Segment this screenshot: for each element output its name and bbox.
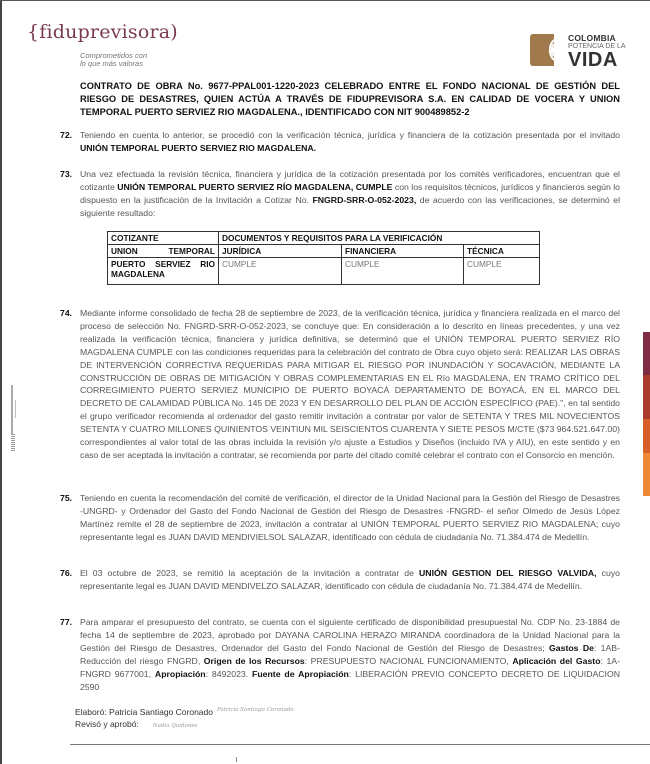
paragraph-text: Para amparar el presupuesto del contrato, se cuenta con el siguiente certificado de disponibilidad presupuestal No. CDP No. 23-1884 de fecha 14 de septiembre de 2023, aprobado por DAYANA CAROLINA HERAZO MIRANDA coordinadora de la Unidad Nacional para la Gestión del Riesgo de Desastres, Ordenador del Gasto del Fondo Nacional de Gestión del Riesgo de Desastres; <box>80 617 620 653</box>
paragraph-72 <box>60 129 620 155</box>
cotizante-cell-2: PUERTO SERVIEZ RIO MAGDALENA <box>108 258 219 285</box>
paragraph-75 <box>60 492 620 544</box>
header-documentos: DOCUMENTOS Y REQUISITOS PARA LA VERIFICACIÓN <box>219 232 540 245</box>
elaboro-line <box>75 704 294 718</box>
paragraph-number: 75. <box>60 493 73 503</box>
paragraph-number: 74. <box>60 308 73 318</box>
color-strip-segment <box>643 375 650 419</box>
paragraph-number: 72. <box>60 130 73 140</box>
cotizante-word: UNION <box>111 246 138 256</box>
page-top-border <box>0 0 650 1</box>
paragraph-text: : 1AB-Reducción del riesgo FNGRD, <box>80 642 620 666</box>
table-row <box>108 258 540 285</box>
footer-divider <box>70 744 650 745</box>
paragraph-76 <box>60 567 620 593</box>
colombia-wave-icon <box>530 34 560 66</box>
financiera-result: CUMPLE <box>342 258 464 285</box>
paragraph-number: 77. <box>60 617 73 627</box>
colombia-potencia-logo <box>526 32 636 72</box>
paragraph-text: El 03 octubre de 2023, se remitió la aceptación de la invitación a contratar de <box>80 568 420 578</box>
field-label: Gastos De <box>549 642 594 653</box>
invitation-number: FNGRD-SRR-O-052-2023, <box>312 194 417 205</box>
table-row <box>108 232 540 245</box>
tagline-line-2: lo que más valoras <box>80 59 143 68</box>
contractor-cumple: UNIÓN TEMPORAL PUERTO SERVIEZ RÍO MAGDALENA, CUMPLE <box>117 181 393 192</box>
paragraph-text: : 8492023. <box>205 668 253 679</box>
paragraph-73 <box>60 168 621 220</box>
potencia-text: POTENCIA DE LA <box>568 43 626 50</box>
field-label: Origen de los Recursos <box>203 655 305 666</box>
header-tecnica: TÉCNICA <box>464 245 540 258</box>
color-strip-segment <box>643 453 650 496</box>
reviso-signature: Nadia Quiñones <box>152 722 198 729</box>
paragraph-text: Teniendo en cuenta la recomendación del comité de verificación, el director de la Unidad Nacional para la Gestión del Riesgo de Desastres -UNGRD- y Ordenador del Gasto del Fondo Nacional de Gestión del Riesgo de Desastres -FNGRD- el señor Olmedo de Jesús López Martínez remite el 28 de septiembre de 2023, invitación a contratar al UNIÓN TEMPORAL PUERTO SERVIEZ RIO MAGDALENA; cuyo representante legal es JUAN DAVID MENDIVIELSOL SALAZAR, identificado con cédula de ciudadanía No. 71.384.474 de Medellín. <box>80 493 620 542</box>
colombia-text: COLOMBIA <box>568 33 616 43</box>
paragraph-text: Una vez efectuada la revisión técnica, financiera y jurídica de la cotización presentada por los comités verificadores, encuentran que el cotizante <box>80 169 620 192</box>
juridica-result: CUMPLE <box>219 258 342 285</box>
vida-text: VIDA <box>568 49 618 71</box>
field-label: Aplicación del Gasto <box>512 655 601 666</box>
fiduprevisora-logo: {fiduprevisora) <box>27 21 178 43</box>
field-label: Fuente de Apropiación <box>252 668 349 679</box>
table-row <box>108 245 540 258</box>
color-strip-segment <box>643 419 650 453</box>
paragraph-text: cuyo representante legal es JUAN DAVID MENDIVELZO SALAZAR, identificado con cédula de ciudadanía No. 71.384.474 de Medellín. <box>80 568 620 591</box>
reviso-label: Revisó y aprobó: <box>75 718 139 729</box>
header-juridica: JURÍDICA <box>219 245 342 258</box>
paragraph-number: 73. <box>60 169 73 179</box>
contract-title: CONTRATO DE OBRA No. 9677-PPAL001-1220-2023 CELEBRADO ENTRE EL FONDO NACIONAL DE GESTIÓN DEL RIESGO DE DESASTRES, QUIEN ACTÚA A TRAVÉS DE FIDUPREVISORA S.A. EN CALIDAD DE VOCERA Y UNION TEMPORAL PUERTO SERVIEZ RIO MAGDALENA., IDENTIFICADO CON NIT 900489852-2 <box>80 81 620 117</box>
paragraph-text: Teniendo en cuenta lo anterior, se procedió con la verificación técnica, jurídica y financiera de la cotización presentada por el invitado <box>80 130 620 140</box>
paragraph-text: de acuerdo con las verificaciones, se determinó el siguiente resultado: <box>80 194 621 218</box>
footer-mark <box>236 757 237 762</box>
paragraph-text: : LIBERACIÓN PREVIO CONCEPTO DECRETO DE LIQUIDACION 2590 <box>80 668 620 692</box>
signature-block <box>75 704 294 732</box>
paragraph-74 <box>60 307 620 462</box>
paragraph-text: con los requisitos técnicos, jurídicos y financieros según lo dispuesto en la justificación de la Invitación a Cotizar No. <box>80 181 620 205</box>
verification-table <box>107 231 540 285</box>
side-barcode-mark <box>11 434 15 452</box>
paragraph-text: : 1A-FNGRD 9677001, <box>80 655 620 679</box>
cotizante-word: TEMPORAL <box>168 246 215 256</box>
page-left-border <box>0 0 2 764</box>
cotizante-cell-1 <box>108 245 219 258</box>
reviso-line <box>75 718 294 732</box>
side-stamp-mark <box>15 400 16 418</box>
union-name: UNIÓN GESTION DEL RIESGO VALVIDA, <box>419 568 597 578</box>
paragraph-77 <box>60 616 620 693</box>
tagline-line-1: Comprometidos con <box>80 51 148 60</box>
header-cotizante: COTIZANTE <box>108 232 219 245</box>
paragraph-number: 76. <box>60 568 73 578</box>
field-label: Apropiación <box>154 668 206 679</box>
tecnica-result: CUMPLE <box>464 258 540 285</box>
header-financiera: FINANCIERA <box>342 245 464 258</box>
color-strip-segment <box>643 332 650 375</box>
paragraph-text: Mediante informe consolidado de fecha 28 de septiembre de 2023, de la verificación técnica, jurídica y financiera realizada en el marco del proceso de selección No. FNGRD-SRR-O-052-2023, se concluye que: En consideración a lo descrito en líneas precedentes, y una vez realizada la verificación técnica, financiera y jurídica definitiva, se determinó que el UNIÓN TEMPORAL PUERTO SERVIEZ RÍO MAGDALENA CUMPLE con las condiciones requeridas para la celebración del contrato de Obra cuyo objeto será: REALIZAR LAS OBRAS DE INTERVENCIÓN CORRECTIVA REQUERIDAS PARA MITIGAR EL RIESGO POR INUNDACIÓN Y SOCAVACIÓN, MEDIANTE LA CONSTRUCCIÓN DE OBRAS DE MITIGACIÓN Y OBRAS COMPLEMENTARIAS EN EL Río MAGDALENA, EN TRAMO CRÍTICO DEL CORREGIMIENTO PUERTO SERVIEZ MUNICIPIO DE PUERTO BOYACÁ DEPARTAMENTO DE BOYACÁ, EN EL MARCO DEL DECRETO DE CALAMIDAD PÚBLICA No. 145 DE 2023 Y EN DESARROLLO DEL PLAN DE ACCIÓN ESPECÍFICO (PAE).", en tal sentido el grupo verificador recomienda al ordenador del gasto remitir invitación a contratar por valor de SETENTA Y TRES MIL NOVECIENTOS SETENTA Y CUATRO MILLONES QUINIENTOS VEINTIUN MIL SEISCIENTOS CUARENTA Y SIETE PESOS M/CTE ($73 964.521.647.00) correspondientes al valor total de las obras incluida la revisión y/o ajuste a Estudios y Diseños (incluido IVA y AIU), en este sentido y en caso de ser aceptada la invitación a contratar, se recomienda por parte del citado comité celebrar el contrato con el Consorcio en mención. <box>80 308 620 460</box>
fiduprevisora-tagline <box>80 52 147 68</box>
elaboro-label: Elaboró: Patricia Santiago Coronado <box>75 706 213 717</box>
paragraph-text: : PRESUPUESTO NACIONAL FUNCIONAMIENTO, <box>304 655 513 666</box>
contractor-name: UNIÓN TEMPORAL PUERTO SERVIEZ RIO MAGDALENA. <box>80 142 317 153</box>
elaboro-signature: Patricia Santiago Coronado <box>216 707 294 713</box>
